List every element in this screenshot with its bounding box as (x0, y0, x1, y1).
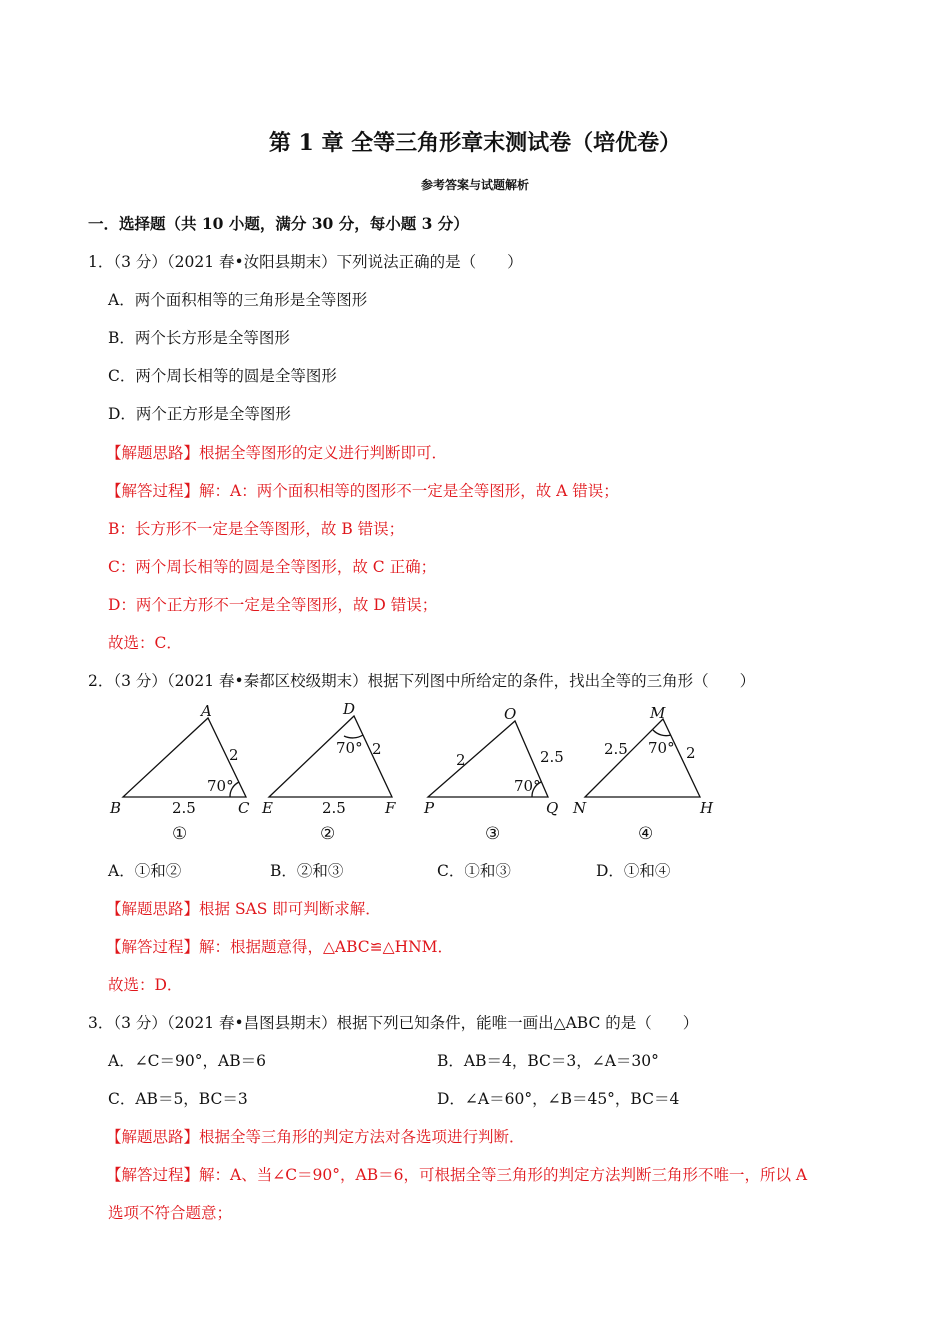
q2-stem: 2．（3 分）（2021 春•秦都区校级期末）根据下列图中所给定的条件，找出全等的三角形（ ） (88, 672, 756, 690)
t2-vertex-left: E (262, 799, 273, 817)
triangles-figure (0, 696, 950, 856)
q3-option-c: C．AB＝5，BC＝3 (108, 1090, 248, 1108)
t1-vertex-top: A (201, 702, 212, 720)
q1-thinking-tag: 【解题思路】 (106, 444, 200, 462)
q3-process-continued: 选项不符合题意； (108, 1204, 233, 1222)
t1-number: ① (172, 824, 188, 844)
q2-option-b: B．②和③ (270, 862, 344, 880)
section-heading: 一．选择题（共 10 小题，满分 30 分，每小题 3 分） (88, 214, 469, 233)
t1-vertex-left: B (110, 799, 122, 817)
q2-thinking-tag: 【解题思路】 (106, 900, 200, 918)
q2-thinking (106, 897, 381, 919)
q2-thinking-text: 根据 SAS 即可判断求解． (199, 900, 381, 918)
q1-line-b: B：长方形不一定是全等图形，故 B 错误； (108, 520, 405, 538)
q1-option-d: D．两个正方形是全等图形 (108, 405, 291, 423)
t3-angle-label: 70° (514, 777, 541, 795)
t2-side-label: 2 (372, 740, 382, 758)
q1-thinking-text: 根据全等图形的定义进行判断即可． (199, 444, 448, 462)
q3-process-text: 解：A、当∠C＝90°，AB＝6，可根据全等三角形的判定方法判断三角形不唯一，所以 A (199, 1166, 808, 1184)
q3-process-tag: 【解答过程】 (106, 1166, 200, 1184)
t4-side-right: 2 (686, 744, 696, 762)
t4-vertex-left: N (573, 799, 587, 817)
q2-option-a: A．①和② (108, 862, 182, 880)
t2-angle-label: 70° (336, 739, 363, 757)
q2-option-d: D．①和④ (596, 862, 671, 880)
q2-process (106, 935, 453, 957)
q2-answer: 故选：D． (108, 976, 183, 994)
q3-thinking-tag: 【解题思路】 (106, 1128, 200, 1146)
t3-number: ③ (485, 824, 501, 844)
t2-vertex-top: D (343, 700, 356, 718)
t1-vertex-right: C (238, 799, 250, 817)
t2-number: ② (320, 824, 336, 844)
q2-process-tag: 【解答过程】 (106, 938, 200, 956)
t4-angle-label: 70° (648, 739, 675, 757)
t1-side-label: 2 (229, 746, 239, 764)
q1-answer: 故选：C． (108, 634, 182, 652)
triangle-4 (585, 719, 700, 797)
t2-base-label: 2.5 (322, 799, 346, 817)
q3-option-a: A．∠C＝90°，AB＝6 (108, 1052, 266, 1070)
t3-vertex-top: O (504, 705, 517, 723)
t1-base-label: 2.5 (172, 799, 196, 817)
q3-process (106, 1163, 807, 1185)
t3-side-right: 2.5 (540, 748, 564, 766)
t1-angle-label: 70° (207, 777, 234, 795)
q1-process-text: 解：A：两个面积相等的图形不一定是全等图形，故 A 错误； (199, 482, 619, 500)
q3-option-b: B．AB＝4，BC＝3，∠A＝30° (437, 1052, 659, 1070)
t3-vertex-left: P (424, 799, 435, 817)
q1-option-a: A．两个面积相等的三角形是全等图形 (108, 291, 368, 309)
q1-process-tag: 【解答过程】 (106, 482, 200, 500)
t4-side-left: 2.5 (604, 740, 628, 758)
q3-stem: 3．（3 分）（2021 春•昌图县期末）根据下列已知条件，能唯一画出△ABC 的是（ ） (88, 1014, 699, 1032)
t4-vertex-top: M (650, 704, 666, 722)
page-subtitle: 参考答案与试题解析 (420, 178, 529, 192)
q1-line-d: D：两个正方形不一定是全等图形，故 D 错误； (108, 596, 438, 614)
q1-option-b: B．两个长方形是全等图形 (108, 329, 290, 347)
q1-stem: 1．（3 分）（2021 春•汝阳县期末）下列说法正确的是（ ） (88, 253, 523, 271)
q2-process-text: 解：根据题意得，△ABC≌△HNM． (199, 938, 454, 956)
q1-process (106, 479, 619, 501)
q3-option-d: D．∠A＝60°，∠B＝45°，BC＝4 (437, 1090, 680, 1108)
page-title: 第 1 章 全等三角形章末测试卷（培优卷） (268, 130, 682, 156)
q2-option-c: C．①和③ (437, 862, 511, 880)
q3-thinking-text: 根据全等三角形的判定方法对各选项进行判断． (199, 1128, 525, 1146)
t3-side-left: 2 (456, 751, 466, 769)
q3-thinking (106, 1125, 525, 1147)
t2-vertex-right: F (385, 799, 396, 817)
q1-thinking (106, 441, 447, 463)
t4-vertex-right: H (700, 799, 714, 817)
q1-option-c: C．两个周长相等的圆是全等图形 (108, 367, 337, 385)
q1-line-c: C：两个周长相等的圆是全等图形，故 C 正确； (108, 558, 437, 576)
t3-vertex-right: Q (546, 799, 559, 817)
t4-number: ④ (638, 824, 654, 844)
